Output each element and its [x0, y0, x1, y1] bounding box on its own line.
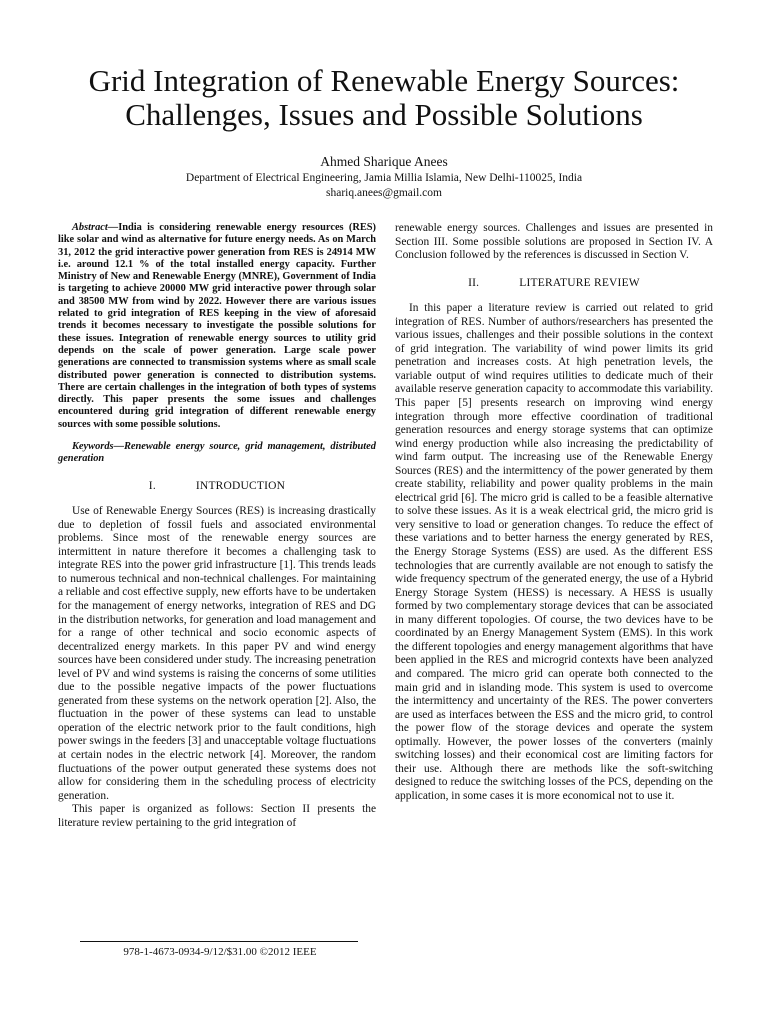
abstract [58, 222, 376, 431]
section-title: LITERATURE REVIEW [519, 276, 640, 289]
section-heading-literature-review [395, 277, 713, 291]
left-column [58, 222, 376, 830]
footer-rule [80, 941, 358, 942]
intro-paragraph-2-continued: renewable energy sources. Challenges and issues are presented in Section III. Some possible solutions are proposed in Section IV. A Conclusion followed by the references is discussed in Section V. [395, 222, 713, 262]
author-name: Ahmed Sharique Anees [320, 154, 448, 169]
right-column [395, 222, 713, 803]
keywords: Keywords—Renewable energy source, grid management, distributed generation [58, 441, 376, 465]
section-number: II. [468, 276, 480, 289]
author-email: shariq.anees@gmail.com [326, 187, 442, 199]
intro-paragraph-1: Use of Renewable Energy Sources (RES) is increasing drastically due to depletion of fossil fuels and associated environmental problems. Since most of the renewable energy sources are intermittent in nature therefore it becomes a challenging task to integrate RES into the power grid infrastructure [1]. This trends leads to numerous technical and non-technical challenges. For maintaining a reliable and cost effective supply, new efforts have to be undertaken for the management of energy networks, integration of RES and DG in the distribution networks, for generation and load management and for a range of other technical and socio economic aspects of decentralized energy markets. In this paper PV and wind energy sources have been considered under study. The increasing penetration level of PV and wind systems is raising the concerns of some utilities due to the possible negative impacts of the power fluctuations generated from these systems on the network operation [2]. Also, the fluctuation in the power of these systems can lead to unstable operation of the electric network prior to the fault conditions, high power swings in the feeders [3] and unacceptable voltage fluctuations at certain nodes in the electric network [4]. Moreover, the random fluctuations of the power output generated these systems does not allow for considering them in the scheduling process of electricity generation. [58, 505, 376, 802]
abstract-lead: Abstract— [72, 222, 119, 233]
affiliation: Department of Electrical Engineering, Jamia Millia Islamia, New Delhi-110025, India [185, 172, 583, 184]
section-number: I. [148, 479, 156, 492]
author-affiliation-block [0, 171, 768, 201]
literature-paragraph-1: In this paper a literature review is carried out related to grid integration of RES. Number of authors/researchers has presented the various issues, challenges and their possible solutions in the context of grid integration. The variability of wind power limits its grid penetration and increases costs. At high penetration levels, the variable output of wind requires utilities to dedicate much of their available reserve generation capacity to accommodate this variability. This paper [5] presents research on improving wind energy integration through more effective coordination of traditional generation resources and energy storage systems that can optimize wind energy production while also increasing the predictability of wind farm output. The increasing use of the Renewable Energy Sources (RES) and the intermittency of the power generated by them create stability, reliability and power quality problems in the main electrical grid [6]. The micro grid is called to be a feasible alternative to solve these issues. As it is a weak electrical grid, the micro grid is very sensitive to load or generation changes. To reduce the effect of these variations and to better harness the energy generated by RES, the Energy Storage Systems (ESS) are used. As the different ESS technologies that are currently available are not enough to satisfy the wide frequency spectrum of the generated energy, the use of a Hybrid Energy Storage System (HESS) is necessary. A HESS is usually formed by two complementary storage devices that can be associated in many different topologies. Of course, the two devices have to be coordinated by an Energy Management System (EMS). In this work the different topologies and energy management algorithms that have been applied in the RES and microgrid contexts have been analyzed and compared. The micro grid can operate both connected to the main grid and in islanding mode. This system is used to overcome the intermittency and uncertainty of the RES. The power converters are used as interfaces between the ESS and the micro grid, to control the power flow of the storage devices and operate the system optimally. However, the power losses of the converters (mainly switching losses) and their economical cost are limiting factors for their use. Although there are methods like the soft-switching designed to reduce the switching losses of the PCS, depending on the application, in some cases it is more economical not to use it. [395, 302, 713, 802]
section-title: INTRODUCTION [195, 479, 286, 492]
section-heading-introduction [58, 480, 376, 494]
intro-paragraph-2: This paper is organized as follows: Section II presents the literature review pertaining to the grid integration of [58, 803, 376, 829]
copyright-footer: 978-1-4673-0934-9/12/$31.00 ©2012 IEEE [123, 946, 317, 958]
title-line-1: Grid Integration of Renewable Energy Sources: [88, 63, 680, 98]
abstract-body: India is considering renewable energy resources (RES) like solar and wind as alternative for future energy needs. As on March 31, 2012 the grid interactive power generation from RES is 24914 MW i.e. around 12.1 % of the total installed energy capacity. Further Ministry of New and Renewable Energy (MNRE), Government of India is targeting to achieve 20000 MW grid interactive power through solar and 38500 MW from wind by 2022. However there are various issues related to grid integration of RES keeping in the view of aforesaid trends it becomes necessary to investigate the possible solutions for these issues. Integration of renewable energy sources to utility grid depends on the scale of power generation. Large scale power generations are connected to transmission systems where as small scale distributed power generation is connected to distribution systems. There are certain challenges in the integration of both types of systems directly. This paper presents the some issues and challenges encountered during grid integration of different renewable energy sources with some possible solutions. [58, 222, 376, 430]
paper-title [40, 64, 728, 132]
title-line-2: Challenges, Issues and Possible Solutions [125, 97, 643, 132]
